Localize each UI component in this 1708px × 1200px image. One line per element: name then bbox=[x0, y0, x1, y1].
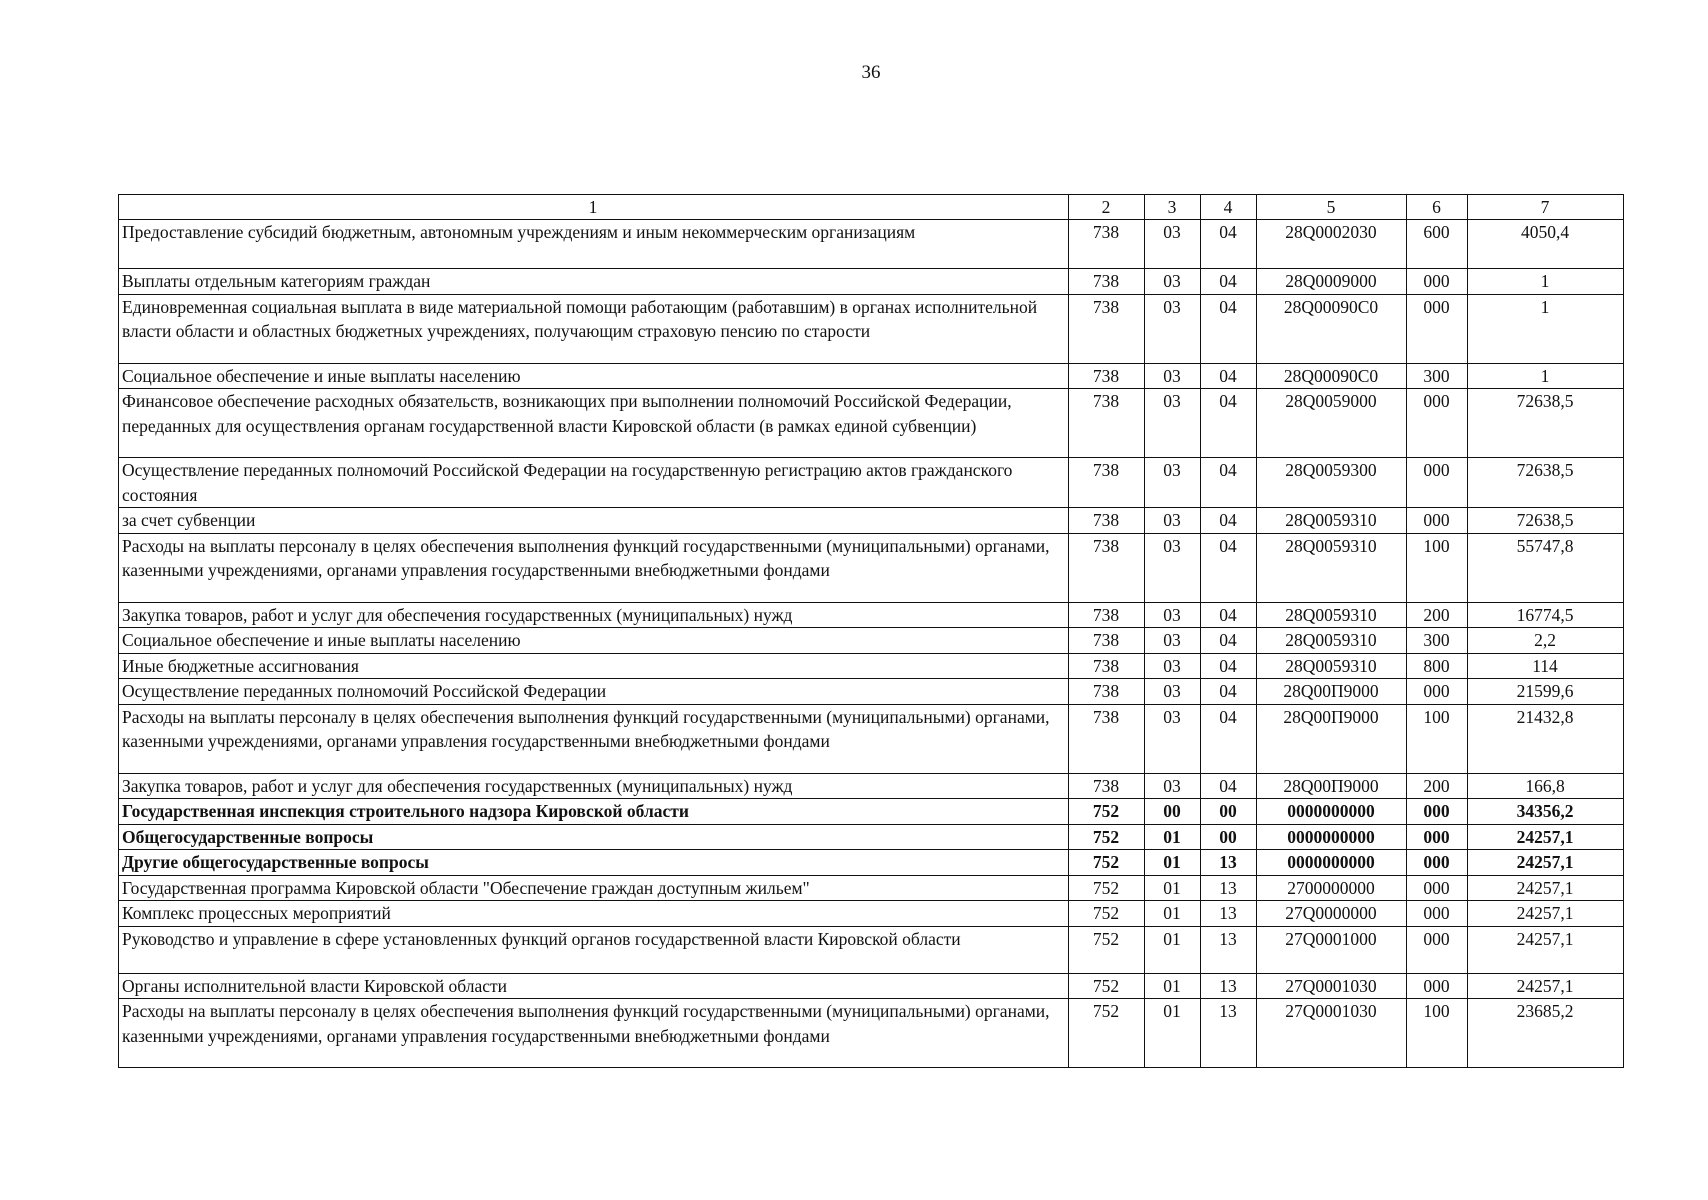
row-subsection: 04 bbox=[1201, 389, 1257, 458]
row-amount: 24257,1 bbox=[1468, 875, 1624, 901]
row-admin-code: 738 bbox=[1069, 704, 1145, 773]
row-subsection: 00 bbox=[1201, 824, 1257, 850]
row-target-article: 28Q0009000 bbox=[1257, 269, 1407, 295]
table-row bbox=[119, 458, 1624, 508]
row-subsection: 04 bbox=[1201, 269, 1257, 295]
table-row bbox=[119, 508, 1624, 534]
row-admin-code: 752 bbox=[1069, 926, 1145, 973]
row-name: Социальное обеспечение и иные выплаты населению bbox=[119, 628, 1069, 654]
row-name: Государственная инспекция строительного надзора Кировской области bbox=[119, 799, 1069, 825]
row-name: Закупка товаров, работ и услуг для обеспечения государственных (муниципальных) нужд bbox=[119, 773, 1069, 799]
row-subsection: 13 bbox=[1201, 850, 1257, 876]
table-row bbox=[119, 602, 1624, 628]
row-section: 01 bbox=[1145, 875, 1201, 901]
row-admin-code: 738 bbox=[1069, 269, 1145, 295]
row-section: 03 bbox=[1145, 458, 1201, 508]
row-expense-type: 300 bbox=[1407, 628, 1468, 654]
table-row bbox=[119, 269, 1624, 295]
row-admin-code: 752 bbox=[1069, 901, 1145, 927]
row-section: 03 bbox=[1145, 653, 1201, 679]
table-body bbox=[119, 220, 1624, 1068]
row-name: Иные бюджетные ассигнования bbox=[119, 653, 1069, 679]
row-subsection: 00 bbox=[1201, 799, 1257, 825]
table-row bbox=[119, 389, 1624, 458]
row-admin-code: 752 bbox=[1069, 824, 1145, 850]
row-section: 03 bbox=[1145, 533, 1201, 602]
row-amount: 1 bbox=[1468, 269, 1624, 295]
row-expense-type: 000 bbox=[1407, 901, 1468, 927]
row-subsection: 13 bbox=[1201, 999, 1257, 1068]
table-row bbox=[119, 799, 1624, 825]
row-section: 03 bbox=[1145, 269, 1201, 295]
row-name: Комплекс процессных мероприятий bbox=[119, 901, 1069, 927]
row-target-article: 27Q0001000 bbox=[1257, 926, 1407, 973]
table-row bbox=[119, 220, 1624, 269]
header-row bbox=[119, 195, 1624, 220]
row-target-article: 28Q00090C0 bbox=[1257, 294, 1407, 363]
row-target-article: 0000000000 bbox=[1257, 799, 1407, 825]
row-expense-type: 000 bbox=[1407, 269, 1468, 295]
row-name: Выплаты отдельным категориям граждан bbox=[119, 269, 1069, 295]
row-target-article: 0000000000 bbox=[1257, 824, 1407, 850]
row-expense-type: 100 bbox=[1407, 704, 1468, 773]
row-name: Расходы на выплаты персоналу в целях обеспечения выполнения функций государственными (муниципальными) органами, казенными учреждениями, органами управления государственными внебюджетными фондами bbox=[119, 999, 1069, 1068]
row-subsection: 04 bbox=[1201, 773, 1257, 799]
row-name: Предоставление субсидий бюджетным, автономным учреждениям и иным некоммерческим организациям bbox=[119, 220, 1069, 269]
row-section: 01 bbox=[1145, 999, 1201, 1068]
row-admin-code: 738 bbox=[1069, 508, 1145, 534]
header-col-1: 1 bbox=[119, 195, 1069, 220]
table-row bbox=[119, 628, 1624, 654]
header-col-7: 7 bbox=[1468, 195, 1624, 220]
row-admin-code: 738 bbox=[1069, 679, 1145, 705]
row-admin-code: 738 bbox=[1069, 294, 1145, 363]
row-amount: 2,2 bbox=[1468, 628, 1624, 654]
row-amount: 55747,8 bbox=[1468, 533, 1624, 602]
row-name: Осуществление переданных полномочий Российской Федерации bbox=[119, 679, 1069, 705]
row-amount: 1 bbox=[1468, 294, 1624, 363]
row-admin-code: 738 bbox=[1069, 628, 1145, 654]
row-amount: 21599,6 bbox=[1468, 679, 1624, 705]
row-amount: 34356,2 bbox=[1468, 799, 1624, 825]
row-admin-code: 752 bbox=[1069, 799, 1145, 825]
row-expense-type: 300 bbox=[1407, 363, 1468, 389]
row-subsection: 13 bbox=[1201, 875, 1257, 901]
row-section: 03 bbox=[1145, 508, 1201, 534]
row-section: 03 bbox=[1145, 602, 1201, 628]
table-row bbox=[119, 653, 1624, 679]
row-target-article: 27Q0000000 bbox=[1257, 901, 1407, 927]
row-name: за счет субвенции bbox=[119, 508, 1069, 534]
table-row bbox=[119, 294, 1624, 363]
page-number: 36 bbox=[861, 62, 881, 83]
row-name: Государственная программа Кировской области "Обеспечение граждан доступным жильем" bbox=[119, 875, 1069, 901]
row-expense-type: 000 bbox=[1407, 973, 1468, 999]
row-subsection: 13 bbox=[1201, 926, 1257, 973]
row-subsection: 04 bbox=[1201, 653, 1257, 679]
row-subsection: 04 bbox=[1201, 508, 1257, 534]
row-target-article: 27Q0001030 bbox=[1257, 999, 1407, 1068]
row-amount: 4050,4 bbox=[1468, 220, 1624, 269]
row-expense-type: 100 bbox=[1407, 999, 1468, 1068]
row-admin-code: 738 bbox=[1069, 533, 1145, 602]
table-row bbox=[119, 973, 1624, 999]
row-admin-code: 738 bbox=[1069, 220, 1145, 269]
row-amount: 24257,1 bbox=[1468, 850, 1624, 876]
row-target-article: 28Q0059000 bbox=[1257, 389, 1407, 458]
row-name: Руководство и управление в сфере установленных функций органов государственной власти Кировской области bbox=[119, 926, 1069, 973]
row-name: Социальное обеспечение и иные выплаты населению bbox=[119, 363, 1069, 389]
row-name: Закупка товаров, работ и услуг для обеспечения государственных (муниципальных) нужд bbox=[119, 602, 1069, 628]
row-target-article: 28Q0002030 bbox=[1257, 220, 1407, 269]
row-subsection: 04 bbox=[1201, 679, 1257, 705]
row-subsection: 13 bbox=[1201, 901, 1257, 927]
table-row bbox=[119, 926, 1624, 973]
row-admin-code: 752 bbox=[1069, 850, 1145, 876]
row-section: 03 bbox=[1145, 628, 1201, 654]
row-section: 03 bbox=[1145, 363, 1201, 389]
row-section: 01 bbox=[1145, 824, 1201, 850]
row-section: 03 bbox=[1145, 679, 1201, 705]
row-admin-code: 738 bbox=[1069, 363, 1145, 389]
table-header bbox=[119, 195, 1624, 220]
row-admin-code: 752 bbox=[1069, 973, 1145, 999]
row-target-article: 2700000000 bbox=[1257, 875, 1407, 901]
row-amount: 72638,5 bbox=[1468, 458, 1624, 508]
table-row bbox=[119, 850, 1624, 876]
row-subsection: 04 bbox=[1201, 533, 1257, 602]
row-target-article: 28Q0059310 bbox=[1257, 602, 1407, 628]
row-section: 01 bbox=[1145, 973, 1201, 999]
row-section: 03 bbox=[1145, 389, 1201, 458]
row-admin-code: 738 bbox=[1069, 602, 1145, 628]
header-col-3: 3 bbox=[1145, 195, 1201, 220]
row-amount: 72638,5 bbox=[1468, 508, 1624, 534]
row-section: 03 bbox=[1145, 704, 1201, 773]
row-admin-code: 738 bbox=[1069, 653, 1145, 679]
row-section: 01 bbox=[1145, 901, 1201, 927]
table-row bbox=[119, 875, 1624, 901]
table-row bbox=[119, 533, 1624, 602]
row-name: Органы исполнительной власти Кировской области bbox=[119, 973, 1069, 999]
row-name: Единовременная социальная выплата в виде материальной помощи работающим (работавшим) в органах исполнительной власти области и областных бюджетных учреждениях, получающим страховую пенсию по старости bbox=[119, 294, 1069, 363]
row-expense-type: 000 bbox=[1407, 824, 1468, 850]
row-subsection: 04 bbox=[1201, 220, 1257, 269]
row-admin-code: 752 bbox=[1069, 875, 1145, 901]
row-target-article: 28Q00П9000 bbox=[1257, 679, 1407, 705]
row-target-article: 27Q0001030 bbox=[1257, 973, 1407, 999]
row-amount: 24257,1 bbox=[1468, 901, 1624, 927]
row-name: Другие общегосударственные вопросы bbox=[119, 850, 1069, 876]
row-target-article: 0000000000 bbox=[1257, 850, 1407, 876]
row-expense-type: 000 bbox=[1407, 850, 1468, 876]
table-row bbox=[119, 824, 1624, 850]
header-col-6: 6 bbox=[1407, 195, 1468, 220]
row-section: 03 bbox=[1145, 294, 1201, 363]
row-section: 01 bbox=[1145, 850, 1201, 876]
header-col-5: 5 bbox=[1257, 195, 1407, 220]
row-expense-type: 100 bbox=[1407, 533, 1468, 602]
row-target-article: 28Q0059310 bbox=[1257, 533, 1407, 602]
row-expense-type: 000 bbox=[1407, 926, 1468, 973]
row-amount: 24257,1 bbox=[1468, 973, 1624, 999]
row-expense-type: 000 bbox=[1407, 294, 1468, 363]
table-row bbox=[119, 773, 1624, 799]
row-amount: 16774,5 bbox=[1468, 602, 1624, 628]
row-subsection: 13 bbox=[1201, 973, 1257, 999]
row-subsection: 04 bbox=[1201, 458, 1257, 508]
row-expense-type: 000 bbox=[1407, 875, 1468, 901]
row-expense-type: 200 bbox=[1407, 602, 1468, 628]
row-section: 00 bbox=[1145, 799, 1201, 825]
row-expense-type: 600 bbox=[1407, 220, 1468, 269]
row-target-article: 28Q00090C0 bbox=[1257, 363, 1407, 389]
row-admin-code: 738 bbox=[1069, 389, 1145, 458]
row-subsection: 04 bbox=[1201, 363, 1257, 389]
row-target-article: 28Q0059310 bbox=[1257, 653, 1407, 679]
row-expense-type: 200 bbox=[1407, 773, 1468, 799]
table-row bbox=[119, 679, 1624, 705]
row-expense-type: 000 bbox=[1407, 799, 1468, 825]
row-amount: 24257,1 bbox=[1468, 926, 1624, 973]
row-target-article: 28Q0059310 bbox=[1257, 628, 1407, 654]
table-row bbox=[119, 363, 1624, 389]
row-name: Расходы на выплаты персоналу в целях обеспечения выполнения функций государственными (муниципальными) органами, казенными учреждениями, органами управления государственными внебюджетными фондами bbox=[119, 533, 1069, 602]
row-admin-code: 738 bbox=[1069, 458, 1145, 508]
row-expense-type: 000 bbox=[1407, 679, 1468, 705]
row-amount: 23685,2 bbox=[1468, 999, 1624, 1068]
row-name: Расходы на выплаты персоналу в целях обеспечения выполнения функций государственными (муниципальными) органами, казенными учреждениями, органами управления государственными внебюджетными фондами bbox=[119, 704, 1069, 773]
row-expense-type: 000 bbox=[1407, 458, 1468, 508]
table-row bbox=[119, 901, 1624, 927]
table-row bbox=[119, 704, 1624, 773]
row-amount: 72638,5 bbox=[1468, 389, 1624, 458]
row-expense-type: 000 bbox=[1407, 508, 1468, 534]
row-admin-code: 752 bbox=[1069, 999, 1145, 1068]
row-name: Финансовое обеспечение расходных обязательств, возникающих при выполнении полномочий Российской Федерации, переданных для осуществления органам государственной власти Кировской области (в рамках единой субвенции) bbox=[119, 389, 1069, 458]
row-expense-type: 000 bbox=[1407, 389, 1468, 458]
row-amount: 24257,1 bbox=[1468, 824, 1624, 850]
row-subsection: 04 bbox=[1201, 704, 1257, 773]
row-section: 03 bbox=[1145, 220, 1201, 269]
row-section: 03 bbox=[1145, 773, 1201, 799]
header-col-2: 2 bbox=[1069, 195, 1145, 220]
row-target-article: 28Q0059300 bbox=[1257, 458, 1407, 508]
row-subsection: 04 bbox=[1201, 602, 1257, 628]
row-target-article: 28Q00П9000 bbox=[1257, 704, 1407, 773]
row-section: 01 bbox=[1145, 926, 1201, 973]
row-name: Общегосударственные вопросы bbox=[119, 824, 1069, 850]
row-amount: 166,8 bbox=[1468, 773, 1624, 799]
budget-table bbox=[118, 194, 1624, 1068]
row-amount: 114 bbox=[1468, 653, 1624, 679]
row-target-article: 28Q00П9000 bbox=[1257, 773, 1407, 799]
row-expense-type: 800 bbox=[1407, 653, 1468, 679]
row-subsection: 04 bbox=[1201, 294, 1257, 363]
table-row bbox=[119, 999, 1624, 1068]
row-amount: 21432,8 bbox=[1468, 704, 1624, 773]
row-name: Осуществление переданных полномочий Российской Федерации на государственную регистрацию актов гражданского состояния bbox=[119, 458, 1069, 508]
row-subsection: 04 bbox=[1201, 628, 1257, 654]
row-amount: 1 bbox=[1468, 363, 1624, 389]
row-admin-code: 738 bbox=[1069, 773, 1145, 799]
header-col-4: 4 bbox=[1201, 195, 1257, 220]
row-target-article: 28Q0059310 bbox=[1257, 508, 1407, 534]
